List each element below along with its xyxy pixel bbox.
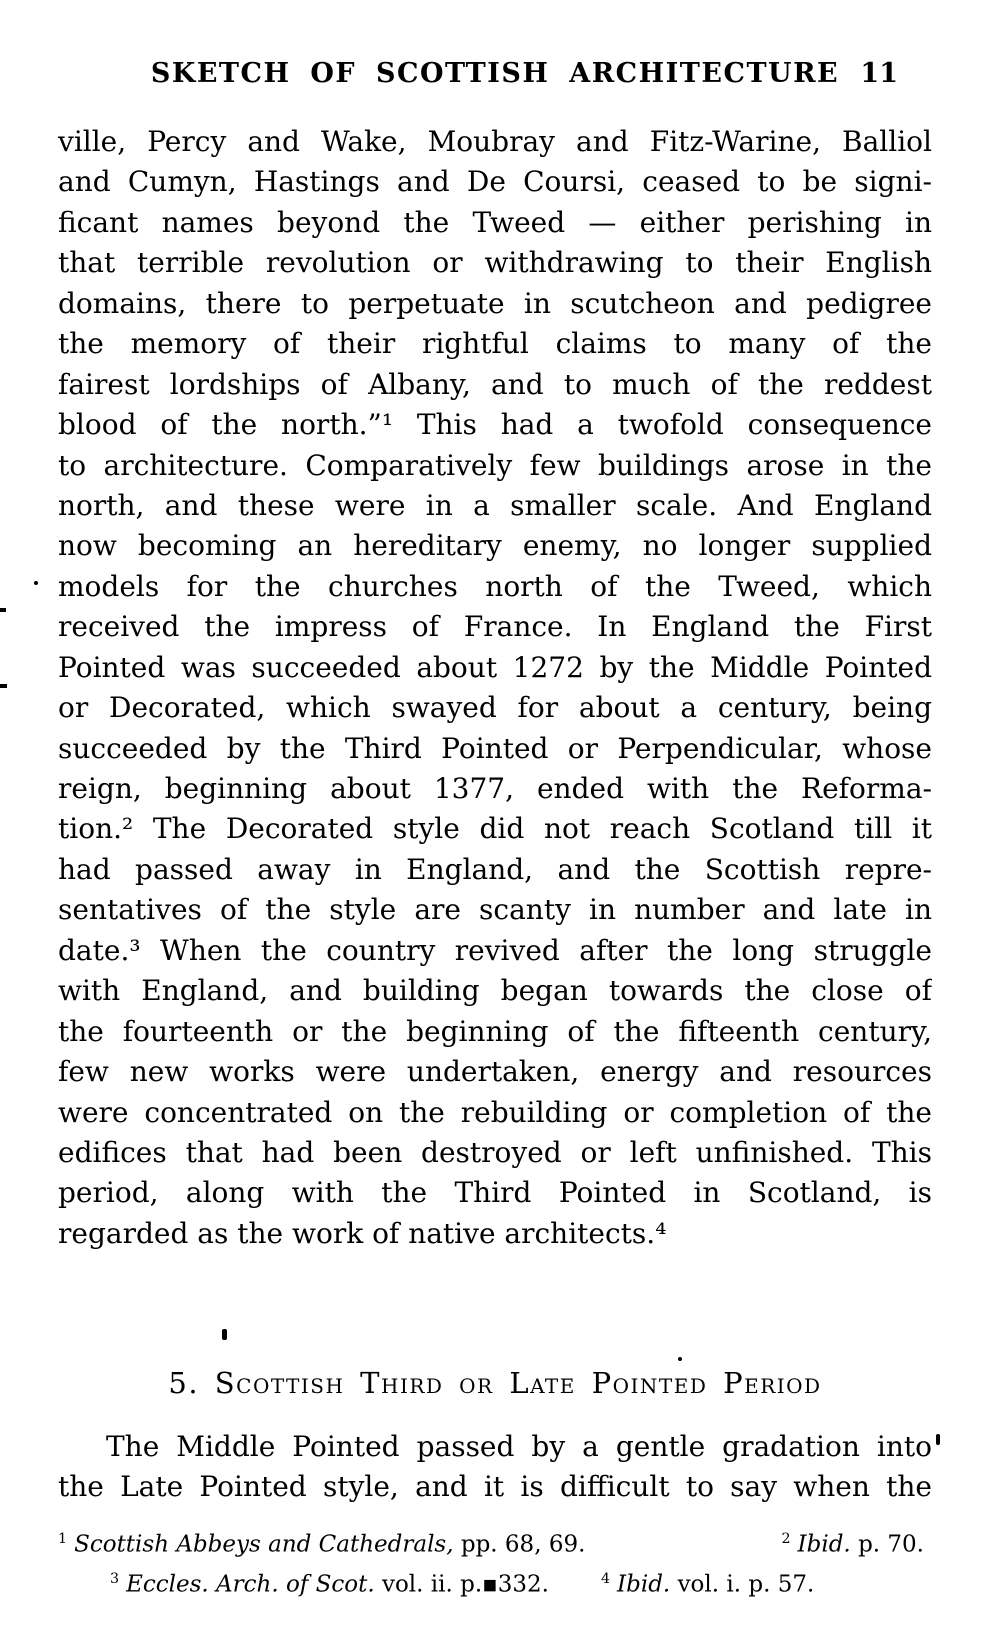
footnote-3 bbox=[110, 1562, 549, 1602]
text-line: succeeded by the Third Pointed or Perpendicular, whose bbox=[58, 731, 932, 765]
footnote-marker: 4 bbox=[600, 1570, 611, 1587]
scan-speck bbox=[0, 608, 6, 612]
footnote-detail: vol. i. p. 57. bbox=[677, 1571, 815, 1598]
running-header bbox=[58, 58, 932, 94]
text-line: the fourteenth or the beginning of the fifteenth century, bbox=[58, 1014, 932, 1048]
footnote-2 bbox=[781, 1522, 924, 1562]
text-line: were concentrated on the rebuilding or completion of the bbox=[58, 1095, 932, 1129]
text-line: had passed away in England, and the Scottish repre- bbox=[58, 852, 932, 886]
footnote-detail: vol. ii. p.▪332. bbox=[381, 1571, 549, 1598]
text-line: to architecture. Comparatively few buildings arose in the bbox=[58, 448, 932, 482]
footnote-source: Eccles. Arch. of Scot. bbox=[126, 1571, 375, 1598]
footnote-marker: 1 bbox=[58, 1531, 68, 1547]
footnote-source: Ibid. bbox=[617, 1571, 671, 1598]
text-line: received the impress of France. In England the First bbox=[58, 610, 932, 644]
section-heading: 5. Scottish Third or Late Pointed Period bbox=[168, 1366, 822, 1400]
text-line: or Decorated, which swayed for about a century, being bbox=[58, 691, 932, 725]
text-line: with England, and building began towards the close of bbox=[58, 974, 932, 1008]
footnote-4 bbox=[601, 1562, 814, 1602]
text-line: ficant names beyond the Tweed — either perishing in bbox=[58, 205, 932, 239]
text-line: domains, there to perpetuate in scutcheon and pedigree bbox=[58, 286, 932, 320]
text-line: north, and these were in a smaller scale. And England bbox=[58, 488, 932, 522]
scan-speck bbox=[34, 581, 38, 585]
text-line: and Cumyn, Hastings and De Coursi, ceased to be signi- bbox=[58, 165, 932, 199]
text-line: models for the churches north of the Tweed, which bbox=[58, 569, 932, 603]
new-paragraph bbox=[58, 1427, 932, 1508]
footnote-detail: pp. 68, 69. bbox=[460, 1531, 586, 1558]
main-paragraph bbox=[58, 122, 932, 1254]
running-title: SKETCH OF SCOTTISH ARCHITECTURE bbox=[150, 58, 840, 89]
scan-speck bbox=[678, 1357, 682, 1361]
text-line: sentatives of the style are scanty in number and late in bbox=[58, 893, 932, 927]
text-line: The Middle Pointed passed by a gentle gradation into bbox=[106, 1430, 932, 1463]
text-line: that terrible revolution or withdrawing to their English bbox=[58, 246, 932, 280]
text-line: regarded as the work of native architects.⁴ bbox=[58, 1216, 667, 1250]
scan-speck bbox=[0, 684, 7, 688]
text-line: now becoming an hereditary enemy, no longer supplied bbox=[58, 529, 932, 563]
text-line: fairest lordships of Albany, and to much of the reddest bbox=[58, 367, 932, 401]
footnote-line bbox=[58, 1522, 932, 1562]
footnote-marker: 3 bbox=[110, 1570, 120, 1587]
footnote-marker: 2 bbox=[781, 1531, 791, 1547]
text-line: tion.² The Decorated style did not reach Scotland till it bbox=[58, 812, 932, 846]
text-line: blood of the north.”¹ This had a twofold consequence bbox=[58, 408, 932, 442]
footnote-line bbox=[58, 1562, 932, 1602]
scan-speck bbox=[222, 1329, 227, 1340]
scan-speck bbox=[936, 1434, 940, 1445]
footnote-1 bbox=[58, 1522, 585, 1562]
footnote-detail: p. 70. bbox=[858, 1531, 924, 1558]
text-line: date.³ When the country revived after the long struggle bbox=[58, 933, 932, 967]
text-line: few new works were undertaken, energy and resources bbox=[58, 1055, 932, 1089]
text-line: the memory of their rightful claims to many of the bbox=[58, 327, 932, 361]
text-line: reign, beginning about 1377, ended with the Reforma- bbox=[58, 772, 932, 805]
text-line: Pointed was succeeded about 1272 by the Middle Pointed bbox=[58, 650, 932, 684]
text-line: the Late Pointed style, and it is difficult to say when the bbox=[58, 1470, 932, 1504]
text-line: ville, Percy and Wake, Moubray and Fitz-Warine, Balliol bbox=[58, 125, 932, 158]
footnote-source: Scottish Abbeys and Cathedrals, bbox=[74, 1531, 454, 1558]
footnote-source: Ibid. bbox=[797, 1531, 851, 1558]
footnotes bbox=[58, 1522, 932, 1601]
text-line: period, along with the Third Pointed in Scotland, is bbox=[58, 1176, 932, 1210]
text-line: edifices that had been destroyed or left unfinished. This bbox=[58, 1135, 932, 1169]
page-number: 11 bbox=[860, 58, 898, 89]
